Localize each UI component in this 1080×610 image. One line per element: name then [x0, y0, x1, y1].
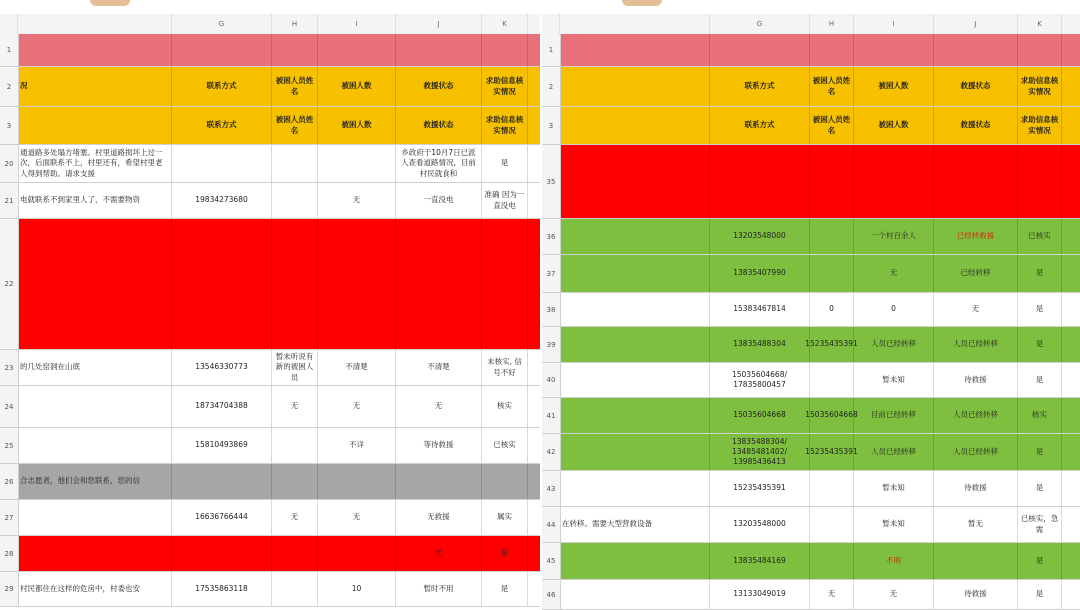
table-cell[interactable]: 求助信息核实情况 — [1018, 67, 1062, 106]
table-cell[interactable]: 是 — [1018, 327, 1062, 362]
table-cell[interactable] — [934, 34, 1018, 66]
table-cell[interactable]: 人员已经转移 — [934, 434, 1018, 470]
table-row — [542, 363, 1080, 398]
table-cell[interactable] — [934, 543, 1018, 579]
table-cell[interactable] — [18, 428, 172, 463]
row-number[interactable]: 41 — [542, 398, 561, 433]
row-number[interactable]: 3 — [542, 107, 561, 144]
column-header-row — [0, 14, 540, 35]
table-cell[interactable] — [560, 145, 710, 218]
table-row — [0, 183, 540, 219]
table-row — [542, 543, 1080, 580]
column-header-k[interactable]: K — [482, 14, 528, 34]
table-cell[interactable]: 无救援 — [396, 500, 482, 535]
table-cell[interactable]: 求助信息核实情况 — [1018, 107, 1062, 144]
table-cell[interactable]: 被困人员姓名 — [810, 107, 854, 144]
select-all-corner-right[interactable] — [542, 14, 560, 34]
table-row — [542, 398, 1080, 434]
table-cell[interactable]: 一直没电 — [396, 183, 482, 218]
select-all-corner[interactable] — [0, 14, 18, 34]
table-cell[interactable] — [560, 293, 710, 326]
table-cell[interactable]: 15035604668 — [810, 398, 854, 433]
table-cell[interactable] — [934, 145, 1018, 218]
table-cell[interactable]: 的几处窑洞在山底 — [18, 350, 172, 385]
table-row — [0, 34, 540, 67]
column-header-h[interactable]: H — [272, 14, 318, 34]
table-cell[interactable]: 人员已经转移 — [854, 327, 934, 362]
table-cell[interactable]: 已经转移 — [934, 255, 1018, 292]
column-header-f-right[interactable] — [560, 14, 710, 34]
table-cell[interactable]: 况 — [18, 67, 172, 106]
table-cell[interactable] — [18, 219, 172, 349]
table-cell[interactable] — [810, 507, 854, 542]
table-cell[interactable]: 人员已经转移 — [854, 434, 934, 470]
table-cell[interactable] — [172, 219, 272, 349]
table-cell[interactable] — [1018, 34, 1062, 66]
table-cell[interactable] — [560, 107, 710, 144]
table-cell[interactable]: 救援状态 — [934, 107, 1018, 144]
table-row — [542, 219, 1080, 255]
table-cell[interactable]: 13133049019 — [710, 580, 810, 609]
table-cell[interactable]: 联系方式 — [172, 107, 272, 144]
table-cell[interactable] — [18, 386, 172, 427]
row-number[interactable]: 26 — [0, 464, 19, 499]
table-cell[interactable]: 救援状态 — [396, 107, 482, 144]
table-cell[interactable] — [318, 145, 396, 182]
table-row — [542, 34, 1080, 67]
table-cell[interactable]: 是 — [1018, 293, 1062, 326]
row-number[interactable]: 1 — [0, 34, 19, 66]
table-cell[interactable] — [810, 471, 854, 506]
table-cell[interactable]: 无 — [854, 580, 934, 609]
table-cell[interactable]: 13835488304/ 13485481402/ 13985436413 — [710, 434, 810, 470]
table-cell[interactable]: 核实 — [1018, 398, 1062, 433]
table-cell[interactable]: 核实 — [482, 386, 528, 427]
row-number[interactable]: 20 — [0, 145, 19, 182]
column-header-h-right[interactable]: H — [810, 14, 854, 34]
table-cell[interactable] — [18, 107, 172, 144]
right-spreadsheet-pane — [542, 0, 1080, 607]
row-number[interactable]: 38 — [542, 293, 561, 326]
table-cell[interactable]: 电就联系不到家里人了，不需要物资 — [18, 183, 172, 218]
table-row — [0, 428, 540, 464]
table-cell[interactable]: 人员已经转移 — [934, 327, 1018, 362]
row-number[interactable]: 3 — [0, 107, 19, 144]
row-number[interactable]: 37 — [542, 255, 561, 292]
table-cell[interactable]: 待救援 — [934, 471, 1018, 506]
table-cell[interactable]: 被困人员姓名 — [272, 107, 318, 144]
table-cell[interactable]: 求助信息核实情况 — [482, 107, 528, 144]
table-cell[interactable] — [560, 580, 710, 609]
table-cell[interactable]: 已核实，急需 — [1018, 507, 1062, 542]
table-cell[interactable] — [810, 363, 854, 397]
table-row — [0, 107, 540, 145]
table-cell[interactable]: 是 — [1018, 363, 1062, 397]
table-cell[interactable] — [318, 219, 396, 349]
row-number[interactable]: 45 — [542, 543, 561, 579]
table-cell[interactable] — [560, 543, 710, 579]
table-cell[interactable]: 通道路多处塌方堵塞。村里道路损坏上过一次，后面联系不上，村里还有，希望村里老人得到帮助。请求支援 — [18, 145, 172, 182]
table-cell[interactable] — [272, 428, 318, 463]
table-cell[interactable] — [810, 219, 854, 254]
table-row — [0, 464, 540, 500]
table-cell[interactable] — [482, 464, 528, 499]
row-number[interactable]: 36 — [542, 219, 561, 254]
table-cell[interactable] — [560, 327, 710, 362]
row-number[interactable]: 29 — [0, 572, 19, 606]
column-header-row-right — [542, 14, 1080, 35]
table-cell[interactable] — [172, 34, 272, 66]
table-cell[interactable]: 被困人数 — [318, 107, 396, 144]
table-cell[interactable]: 无 — [318, 500, 396, 535]
table-row — [542, 293, 1080, 327]
table-cell[interactable]: 0 — [810, 293, 854, 326]
table-cell[interactable]: 无 — [396, 536, 482, 571]
table-cell[interactable] — [560, 67, 710, 106]
table-row — [0, 572, 540, 607]
table-row — [542, 507, 1080, 543]
table-cell[interactable] — [560, 255, 710, 292]
table-cell[interactable]: 15235435391 — [710, 471, 810, 506]
table-row — [0, 145, 540, 183]
row-number[interactable]: 40 — [542, 363, 561, 397]
table-row — [542, 67, 1080, 107]
table-cell[interactable]: 19834273680 — [172, 183, 272, 218]
table-cell[interactable] — [396, 34, 482, 66]
table-row — [0, 500, 540, 536]
row-number[interactable]: 28 — [0, 536, 19, 571]
table-row — [542, 471, 1080, 507]
table-cell[interactable]: 13835488304 — [710, 327, 810, 362]
table-row — [0, 219, 540, 350]
table-cell[interactable] — [172, 145, 272, 182]
table-cell[interactable]: 是 — [482, 145, 528, 182]
column-header-j-right[interactable]: J — [934, 14, 1018, 34]
table-cell[interactable]: 暂未知 — [854, 363, 934, 397]
table-cell[interactable]: 不详 — [318, 428, 396, 463]
table-cell[interactable]: 15383467814 — [710, 293, 810, 326]
column-header-i[interactable]: I — [318, 14, 396, 34]
table-cell[interactable]: 不清楚 — [318, 350, 396, 385]
table-cell[interactable]: 一个村百余人 — [854, 219, 934, 254]
table-cell[interactable]: 16636766444 — [172, 500, 272, 535]
table-cell[interactable] — [272, 145, 318, 182]
table-cell[interactable]: 15235435391 — [810, 434, 854, 470]
table-cell[interactable]: 合志愿者，他们会和您联系，您的信 — [18, 464, 172, 499]
row-number[interactable]: 23 — [0, 350, 19, 385]
table-cell[interactable] — [560, 398, 710, 433]
table-cell[interactable] — [854, 145, 934, 218]
row-number[interactable]: 22 — [0, 219, 19, 349]
table-cell[interactable]: 村民都住在这样的危房中，村委也安 — [18, 572, 172, 606]
table-cell[interactable]: 救援状态 — [396, 67, 482, 106]
table-cell[interactable] — [272, 572, 318, 606]
row-number[interactable]: 24 — [0, 386, 19, 427]
table-cell[interactable]: 是 — [482, 572, 528, 606]
table-row — [542, 255, 1080, 293]
table-cell[interactable] — [272, 183, 318, 218]
table-cell[interactable]: 是 — [482, 536, 528, 571]
table-cell[interactable]: 15035604668 — [710, 398, 810, 433]
table-cell[interactable] — [272, 34, 318, 66]
row-number[interactable]: 39 — [542, 327, 561, 362]
column-header-g-right[interactable]: G — [710, 14, 810, 34]
table-row — [0, 386, 540, 428]
table-cell[interactable]: 人员已经转移 — [934, 398, 1018, 433]
table-cell[interactable]: 是 — [1018, 471, 1062, 506]
row-number[interactable]: 2 — [542, 67, 561, 106]
table-cell[interactable]: 乡政府于10月7日已派人查看道路情况，目前村民就食和 — [396, 145, 482, 182]
table-cell[interactable] — [18, 536, 172, 571]
row-number[interactable]: 35 — [542, 145, 561, 218]
table-cell[interactable]: 暂时不用 — [396, 572, 482, 606]
table-cell[interactable] — [396, 464, 482, 499]
table-cell[interactable]: 是 — [1018, 543, 1062, 579]
table-cell[interactable]: 已经转救援 — [934, 219, 1018, 254]
column-header-j[interactable]: J — [396, 14, 482, 34]
column-header-k-right[interactable]: K — [1018, 14, 1062, 34]
table-cell[interactable]: 准确 因为一直没电 — [482, 183, 528, 218]
table-row — [542, 580, 1080, 610]
table-cell[interactable]: 无 — [318, 183, 396, 218]
table-row — [0, 536, 540, 572]
left-spreadsheet-pane — [0, 0, 540, 607]
table-cell[interactable]: 是 — [1018, 580, 1062, 609]
table-cell[interactable] — [318, 34, 396, 66]
table-cell[interactable]: 13835484169 — [710, 543, 810, 579]
table-cell[interactable]: 是 — [1018, 434, 1062, 470]
table-cell[interactable]: 15035604668/ 17835800457 — [710, 363, 810, 397]
table-cell[interactable] — [560, 434, 710, 470]
row-number[interactable]: 42 — [542, 434, 561, 470]
table-cell[interactable] — [810, 145, 854, 218]
table-cell[interactable] — [396, 219, 482, 349]
row-number[interactable]: 44 — [542, 507, 561, 542]
top-strip-right — [542, 0, 1080, 14]
table-row — [542, 434, 1080, 471]
table-cell[interactable]: 13203548000 — [710, 507, 810, 542]
table-cell[interactable]: 等待救援 — [396, 428, 482, 463]
table-cell[interactable]: 无 — [272, 386, 318, 427]
table-cell[interactable]: 属实 — [482, 500, 528, 535]
table-cell[interactable]: 联系方式 — [710, 107, 810, 144]
table-cell[interactable]: 联系方式 — [172, 67, 272, 106]
table-cell[interactable]: 无 — [934, 293, 1018, 326]
table-cell[interactable]: 无 — [810, 580, 854, 609]
row-number[interactable]: 46 — [542, 580, 561, 609]
table-cell[interactable]: 10 — [318, 572, 396, 606]
table-cell[interactable]: 待救援 — [934, 363, 1018, 397]
table-cell[interactable]: 无 — [396, 386, 482, 427]
table-cell[interactable]: 无 — [854, 255, 934, 292]
row-number[interactable]: 21 — [0, 183, 19, 218]
table-cell[interactable]: 无 — [318, 386, 396, 427]
table-row — [542, 145, 1080, 219]
table-cell[interactable]: 13203548000 — [710, 219, 810, 254]
table-cell[interactable]: 不清楚 — [396, 350, 482, 385]
table-cell[interactable] — [18, 34, 172, 66]
table-cell[interactable]: 是 — [1018, 255, 1062, 292]
column-header-f[interactable] — [18, 14, 172, 34]
table-cell[interactable]: 暂未知 — [854, 471, 934, 506]
logo-fragment-icon — [622, 0, 662, 6]
table-cell[interactable] — [810, 34, 854, 66]
top-strip — [0, 0, 540, 14]
row-number[interactable]: 1 — [542, 34, 561, 66]
row-number[interactable]: 25 — [0, 428, 19, 463]
table-cell[interactable] — [482, 34, 528, 66]
table-cell[interactable] — [560, 363, 710, 397]
table-cell[interactable]: 被困人员姓名 — [810, 67, 854, 106]
table-cell[interactable]: 17535863118 — [172, 572, 272, 606]
table-cell[interactable]: 求助信息核实情况 — [482, 67, 528, 106]
table-row — [0, 67, 540, 107]
table-cell[interactable]: 被困人员姓名 — [272, 67, 318, 106]
table-cell[interactable]: 13546330773 — [172, 350, 272, 385]
table-row — [542, 327, 1080, 363]
table-cell[interactable] — [810, 543, 854, 579]
table-cell[interactable] — [854, 34, 934, 66]
table-row — [542, 107, 1080, 145]
table-cell[interactable]: 15810493869 — [172, 428, 272, 463]
row-number[interactable]: 43 — [542, 471, 561, 506]
row-number[interactable]: 2 — [0, 67, 19, 106]
table-cell[interactable]: 被困人数 — [854, 107, 934, 144]
column-header-g[interactable]: G — [172, 14, 272, 34]
table-cell[interactable] — [272, 219, 318, 349]
table-cell[interactable] — [318, 464, 396, 499]
table-row — [0, 350, 540, 386]
table-cell[interactable] — [172, 536, 272, 571]
table-cell[interactable]: 15235435391 — [810, 327, 854, 362]
table-cell[interactable] — [172, 464, 272, 499]
column-header-i-right[interactable]: I — [854, 14, 934, 34]
table-cell[interactable] — [560, 219, 710, 254]
table-cell[interactable]: 无 — [272, 500, 318, 535]
table-cell[interactable]: 0 — [854, 293, 934, 326]
table-cell[interactable]: 在转移。需要大型营救设备 — [560, 507, 710, 542]
table-cell[interactable]: 暂无 — [934, 507, 1018, 542]
table-cell[interactable]: 联系方式 — [710, 67, 810, 106]
row-number[interactable]: 27 — [0, 500, 19, 535]
table-cell[interactable] — [560, 471, 710, 506]
logo-fragment-icon — [90, 0, 130, 6]
table-cell[interactable] — [560, 34, 710, 66]
table-cell[interactable]: 救援状态 — [934, 67, 1018, 106]
table-cell[interactable]: 13835407990 — [710, 255, 810, 292]
table-cell[interactable] — [810, 255, 854, 292]
table-cell[interactable]: 18734704388 — [172, 386, 272, 427]
table-cell[interactable]: 未核实, 信号不好 — [482, 350, 528, 385]
table-cell[interactable] — [318, 536, 396, 571]
table-cell[interactable] — [710, 145, 810, 218]
table-cell[interactable]: 被困人数 — [854, 67, 934, 106]
table-cell[interactable]: 已核实 — [1018, 219, 1062, 254]
table-cell[interactable] — [482, 219, 528, 349]
table-cell[interactable]: 暂未听说有新的被困人员 — [272, 350, 318, 385]
table-cell[interactable] — [710, 34, 810, 66]
table-cell[interactable]: 被困人数 — [318, 67, 396, 106]
table-cell[interactable] — [18, 500, 172, 535]
table-cell[interactable] — [272, 464, 318, 499]
table-cell[interactable]: 待救援 — [934, 580, 1018, 609]
table-cell[interactable]: 不明 — [854, 543, 934, 579]
table-cell[interactable]: 已核实 — [482, 428, 528, 463]
table-cell[interactable] — [1018, 145, 1062, 218]
table-cell[interactable]: 暂未知 — [854, 507, 934, 542]
table-cell[interactable]: 目前已经转移 — [854, 398, 934, 433]
table-cell[interactable] — [272, 536, 318, 571]
